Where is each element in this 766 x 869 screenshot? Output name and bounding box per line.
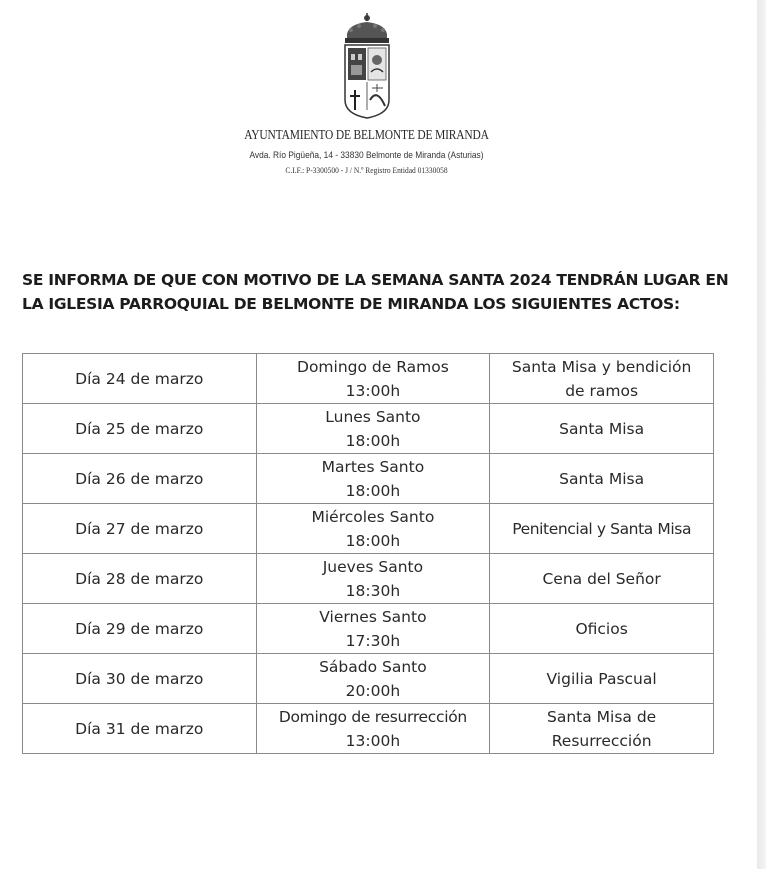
event-cell [256,504,490,554]
act-cell: Cena del Señor [490,554,714,604]
holy-week-schedule-table [22,353,714,754]
event-time: 13:00h [345,381,401,400]
notice-heading [22,268,742,316]
organization-tax-id: C.I.F.: P-3300500 - J / N.º Registro Entidad 01330058 [285,165,448,175]
table-row [23,454,714,504]
day-cell: Día 30 de marzo [23,654,257,704]
act-cell [490,704,714,754]
event-cell [256,354,490,404]
act-cell: Santa Misa [490,454,714,504]
day-cell: Día 27 de marzo [23,504,257,554]
event-cell [256,654,490,704]
day-cell: Día 31 de marzo [23,704,257,754]
act-cell: Penitencial y Santa Misa [490,504,714,554]
event-time: 18:30h [345,581,401,600]
event-name: Viernes Santo [319,607,427,626]
table-row [23,554,714,604]
act-line-1: Santa Misa de [547,707,657,726]
event-cell [256,404,490,454]
table-row [23,404,714,454]
table-row [23,654,714,704]
day-cell: Día 29 de marzo [23,604,257,654]
act-line-1: Santa Misa y bendición [511,357,692,376]
event-name: Sábado Santo [319,657,427,676]
event-name: Lunes Santo [325,407,421,426]
coat-of-arms-icon [339,10,395,120]
act-cell: Oficios [490,604,714,654]
table-row [23,354,714,404]
event-name: Martes Santo [321,457,425,476]
table-row [23,504,714,554]
act-line-2: Resurrección [551,731,652,750]
event-time: 13:00h [345,731,401,750]
event-name: Domingo de resurrección [278,707,467,726]
act-cell [490,354,714,404]
organization-address: Avda. Río Pigüeña, 14 - 33830 Belmonte de Miranda (Asturias) [249,150,484,161]
event-cell [256,454,490,504]
organization-name: AYUNTAMIENTO DE BELMONTE DE MIRANDA [244,128,489,143]
act-cell: Vigilia Pascual [490,654,714,704]
day-cell: Día 26 de marzo [23,454,257,504]
event-name: Miércoles Santo [311,507,435,526]
event-time: 18:00h [345,531,401,550]
notice-line-1: SE INFORMA DE QUE CON MOTIVO DE LA SEMANA SANTA 2024 TENDRÁN LUGAR EN [22,271,729,289]
notice-line-2: LA IGLESIA PARROQUIAL DE BELMONTE DE MIRANDA LOS SIGUIENTES ACTOS: [22,295,680,313]
event-time: 18:00h [345,481,401,500]
event-cell [256,604,490,654]
day-cell: Día 28 de marzo [23,554,257,604]
act-cell: Santa Misa [490,404,714,454]
day-cell: Día 25 de marzo [23,404,257,454]
event-name: Domingo de Ramos [297,357,449,376]
event-cell [256,554,490,604]
event-name: Jueves Santo [322,557,424,576]
event-cell [256,704,490,754]
table-row [23,604,714,654]
event-time: 20:00h [345,681,401,700]
event-time: 17:30h [345,631,401,650]
page-edge [757,0,766,869]
table-row [23,704,714,754]
event-time: 18:00h [345,431,401,450]
day-cell: Día 24 de marzo [23,354,257,404]
act-line-2: de ramos [565,381,639,400]
